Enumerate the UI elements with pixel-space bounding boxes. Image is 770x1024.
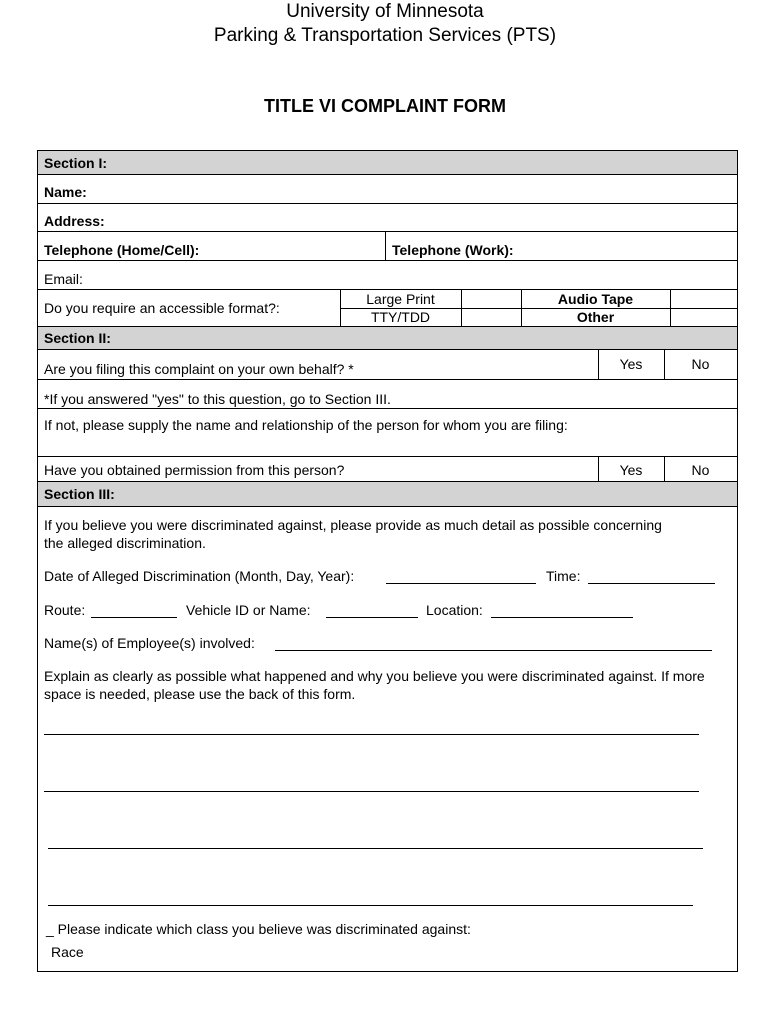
date-field[interactable]: [386, 583, 536, 584]
email-row[interactable]: [38, 261, 737, 290]
large-print-option: Large Print: [366, 291, 435, 307]
own-behalf-no[interactable]: No: [691, 356, 710, 372]
tty-tdd-checkbox[interactable]: [462, 309, 520, 326]
permission-question: Have you obtained permission from this person?: [44, 462, 345, 478]
class-race-option[interactable]: Race: [51, 944, 84, 960]
section-3-heading: Section III:: [44, 486, 115, 502]
audio-tape-checkbox[interactable]: [671, 290, 737, 307]
vehicle-label: Vehicle ID or Name:: [186, 602, 311, 618]
address-row[interactable]: [38, 204, 737, 232]
accessible-format-question: Do you require an accessible format?:: [44, 300, 280, 316]
section-1-header: [38, 151, 737, 175]
time-label: Time:: [546, 568, 581, 584]
location-label: Location:: [426, 602, 483, 618]
section-2-heading: Section II:: [44, 330, 111, 346]
permission-no[interactable]: No: [691, 462, 710, 478]
audio-tape-option: Audio Tape: [557, 291, 634, 307]
own-behalf-question: Are you filing this complaint on your own behalf? *: [44, 361, 354, 377]
date-label: Date of Alleged Discrimination (Month, Day, Year):: [44, 568, 355, 584]
tty-tdd-option: TTY/TDD: [370, 309, 431, 325]
address-label: Address:: [44, 213, 105, 229]
class-prompt: _ Please indicate which class you believe was discriminated against:: [46, 921, 471, 937]
name-label: Name:: [44, 184, 87, 200]
own-behalf-row: [38, 350, 737, 380]
explanation-line[interactable]: [48, 848, 703, 849]
divider: [385, 232, 386, 260]
employees-label: Name(s) of Employee(s) involved:: [44, 635, 255, 651]
vehicle-field[interactable]: [326, 617, 418, 618]
time-field[interactable]: [588, 583, 715, 584]
explanation-line[interactable]: [44, 734, 699, 735]
note-row: [38, 380, 737, 409]
telephone-row: [38, 232, 737, 261]
if-not-instruction: If not, please supply the name and relationship of the person for whom you are filing:: [44, 417, 568, 433]
employees-field[interactable]: [275, 650, 712, 651]
email-label: Email:: [44, 271, 83, 287]
explain-instruction: Explain as clearly as possible what happened and why you believe you were discriminated against. If more space is needed, please use the back of this form.: [44, 668, 705, 702]
permission-row: [38, 457, 737, 482]
telephone-work-label: Telephone (Work):: [392, 242, 514, 258]
if-not-row[interactable]: [38, 409, 737, 457]
other-checkbox[interactable]: [671, 309, 737, 326]
name-row[interactable]: [38, 175, 737, 204]
form-title: TITLE VI COMPLAINT FORM: [264, 96, 506, 116]
other-option: Other: [576, 309, 615, 325]
department-name: Parking & Transportation Services (PTS): [213, 25, 557, 46]
own-behalf-yes[interactable]: Yes: [619, 356, 643, 372]
organization-name: University of Minnesota: [286, 1, 484, 22]
section-3-header: [38, 482, 737, 507]
permission-yes[interactable]: Yes: [619, 462, 643, 478]
section-3-intro: If you believe you were discriminated against, please provide as much detail as possible concerning the alleged discrimination.: [44, 517, 662, 551]
section-1-heading: Section I:: [44, 155, 108, 171]
explanation-line[interactable]: [44, 791, 699, 792]
section-2-header: [38, 327, 737, 350]
accessible-format-row: [38, 290, 737, 327]
explanation-line[interactable]: [48, 905, 693, 906]
section-3-note: *If you answered "yes" to this question, go to Section III.: [44, 391, 391, 407]
large-print-checkbox[interactable]: [462, 290, 520, 307]
location-field[interactable]: [491, 617, 633, 618]
telephone-home-label: Telephone (Home/Cell):: [44, 242, 200, 258]
route-label: Route:: [44, 602, 86, 618]
route-field[interactable]: [91, 617, 177, 618]
complaint-form: [37, 150, 738, 972]
